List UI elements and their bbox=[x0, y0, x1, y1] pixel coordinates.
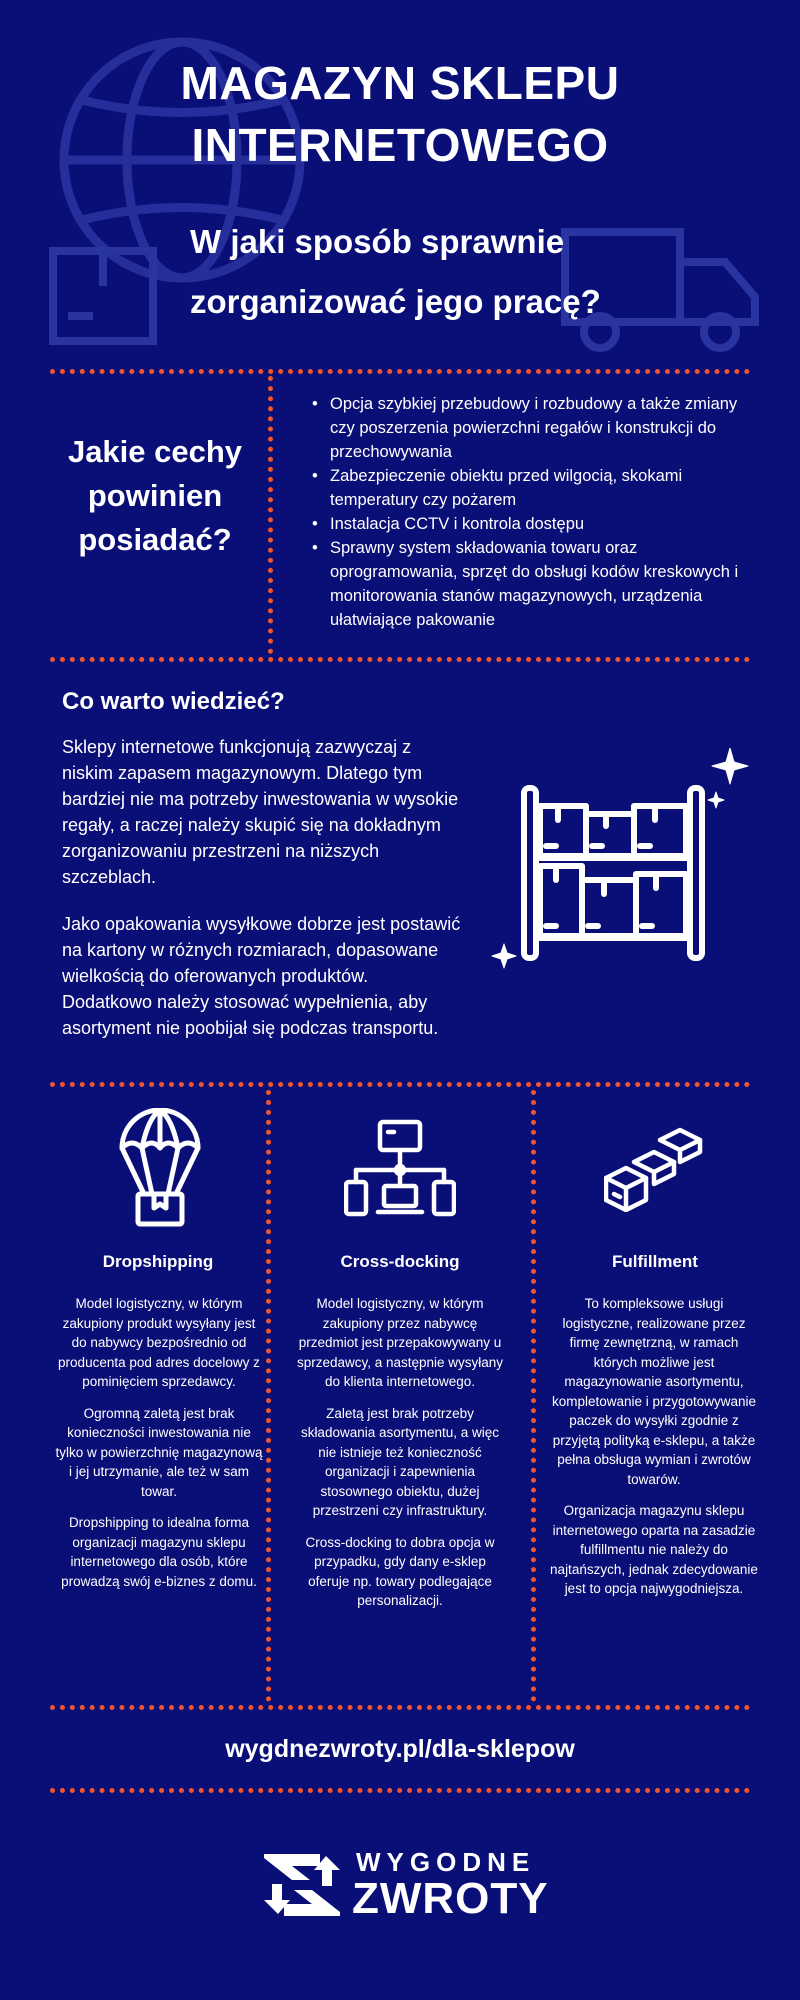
features-heading-line-2: powinien bbox=[87, 478, 223, 513]
logo-arrows-icon bbox=[262, 1852, 342, 1918]
column-paragraph: To kompleksowe usługi logistyczne, realizowane przez firmę zewnętrzną, w ramach których możliwe jest magazynowanie asortymentu, kompletowanie i przygotowywanie paczek do wysyłki zgodnie z przyjętą polityką e-sklepu, a także pełna obsługa wymian i zwrotów towarów. bbox=[551, 1296, 757, 1487]
column-paragraph: Ogromną zaletą jest brak konieczności inwestowania nie tylko w powierzchnię magazynową i jej utrzymanie, ale też w sam towar. bbox=[55, 1405, 263, 1499]
divider-column-1 bbox=[266, 1090, 271, 1702]
title-line-1: MAGAZYN SKLEPU bbox=[180, 57, 620, 109]
network-devices-icon bbox=[344, 1118, 456, 1218]
website-link[interactable]: wygdnezwroty.pl/dla-sklepow bbox=[225, 1735, 575, 1763]
divider-after-columns bbox=[50, 1705, 750, 1710]
divider-before-columns bbox=[50, 1082, 750, 1087]
column-title-cross-docking: Cross-docking bbox=[340, 1252, 460, 1271]
divider-top bbox=[50, 369, 750, 374]
page-subtitle bbox=[190, 212, 750, 332]
info-paragraph-1: Sklepy internetowe funkcjonują zazwyczaj z niskim zapasem magazynowym. Dlatego tym bardziej nie ma potrzeby inwestowania w wysokie regały, a raczej należy skupić się na dokładnym zorganizowaniu przestrzeni na niższych szczeblach. bbox=[62, 737, 459, 887]
column-text-cross-docking bbox=[295, 1294, 505, 1623]
logo-word-2: ZWROTY bbox=[352, 1874, 549, 1923]
column-text-dropshipping bbox=[54, 1294, 264, 1603]
info-heading: Co warto wiedzieć? bbox=[62, 688, 285, 715]
parachute-box-icon bbox=[118, 1108, 202, 1228]
stacked-boxes-icon bbox=[604, 1122, 704, 1212]
column-paragraph: Zaletą jest brak potrzeby składowania asortymentu, a więc nie istnieje też konieczność organizacji i zapewnienia stosownego obiektu, dużej przestrzeni czy infrastruktury. bbox=[300, 1405, 500, 1518]
features-heading bbox=[40, 430, 270, 562]
info-paragraph-2: Jako opakowania wysyłkowe dobrze jest postawić na kartony w różnych rozmiarach, dopasowane wielkością do oferowanych produktów. Dodatkowo należy stosować wypełnienia, aby asortyment nie poobijał się podczas transportu. bbox=[62, 914, 461, 1038]
list-item: • Sprawny system składowania towaru oraz oprogramowania, sprzęt do obsługi kodów kreskowych i monitorowania stanów magazynowych, urządzenia ułatwiające pakowanie bbox=[300, 536, 740, 632]
features-heading-line-3: posiadać? bbox=[78, 522, 232, 557]
column-paragraph: Dropshipping to idealna forma organizacji magazynu sklepu internetowego dla osób, które prowadzą swój e-biznes z domu. bbox=[61, 1515, 257, 1589]
warehouse-shelf-icon bbox=[490, 748, 750, 978]
subtitle-line-2: zorganizować jego pracę? bbox=[190, 283, 601, 320]
list-item: • Opcja szybkiej przebudowy i rozbudowy a także zmiany czy poszerzenia powierzchni regałów i konstrukcji do przechowywania bbox=[300, 392, 740, 464]
features-list bbox=[300, 392, 740, 632]
column-paragraph: Model logistyczny, w którym zakupiony przez nabywcę przedmiot jest przepakowywany u sprzedawcy, a następnie wysyłany do klienta internetowego. bbox=[296, 1296, 504, 1389]
title-line-2: INTERNETOWEGO bbox=[191, 119, 609, 171]
subtitle-line-1: W jaki sposób sprawnie bbox=[190, 223, 565, 260]
list-item: • Zabezpieczenie obiektu przed wilgocią, skokami temperatury czy pożarem bbox=[300, 464, 740, 512]
column-paragraph: Organizacja magazynu sklepu internetowego oparta na zasadzie fulfillmentu nie należy do najtańszych, jednak zdecydowanie jest to opcja najwygodniejsza. bbox=[550, 1503, 758, 1596]
divider-after-features bbox=[50, 657, 750, 662]
logo-word-1: WYGODNE bbox=[356, 1847, 536, 1877]
features-heading-line-1: Jakie cechy bbox=[67, 434, 243, 469]
divider-after-website bbox=[50, 1788, 750, 1793]
column-paragraph: Cross-docking to dobra opcja w przypadku, gdy dany e-sklep oferuje np. towary podlegające personalizacji. bbox=[305, 1534, 495, 1608]
divider-column-2 bbox=[531, 1090, 536, 1702]
list-item: • Instalacja CCTV i kontrola dostępu bbox=[300, 512, 740, 536]
column-title-dropshipping: Dropshipping bbox=[102, 1252, 214, 1271]
package-icon bbox=[48, 246, 158, 346]
column-title-fulfillment: Fulfillment bbox=[612, 1252, 698, 1271]
page-title bbox=[0, 52, 800, 176]
column-paragraph: Model logistyczny, w którym zakupiony produkt wysyłany jest do nabywcy bezpośrednio od producenta pod adres docelowy z pominięciem sprzedawcy. bbox=[58, 1296, 260, 1389]
column-text-fulfillment bbox=[549, 1294, 759, 1611]
